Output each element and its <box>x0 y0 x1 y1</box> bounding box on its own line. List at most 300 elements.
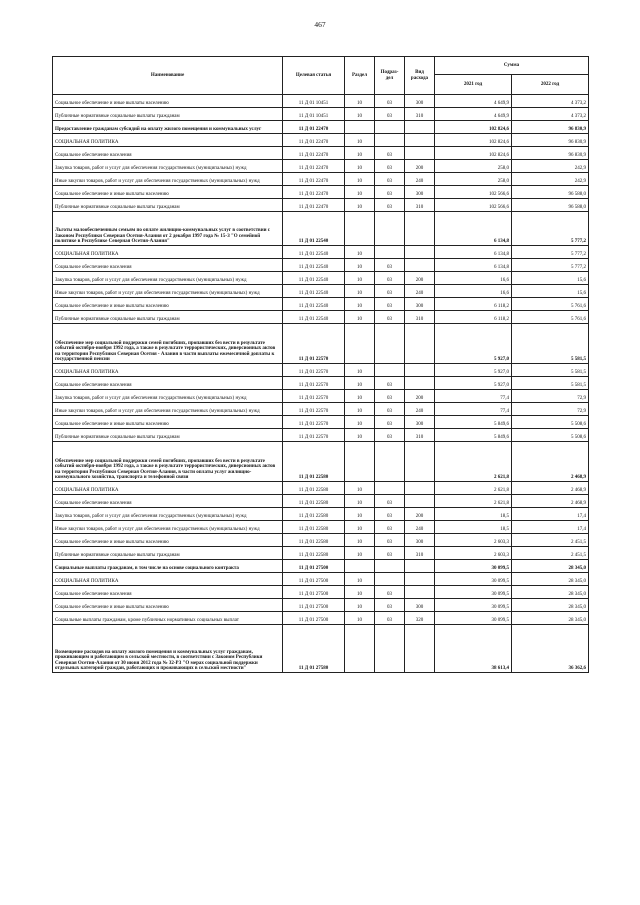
cell-2022: 96 588,0 <box>512 199 589 212</box>
table-row <box>53 134 589 147</box>
cell-name: Предоставление гражданам субсидий на оплату жилого помещения и коммунальных услуг <box>53 121 283 134</box>
cell-kind <box>405 147 435 160</box>
cell-name: Обеспечение мер социальной поддержки семей погибших, пропавших без вести в результате событий октября-ноября 1992 года, а также в результате террористических, диверсионных актов на территории Республики Северная Осетия-Алания, в части оплаты услуг жилищно-коммунального хозяйства, транспорта и телефонной связи <box>53 442 283 482</box>
cell-name: Социальное обеспечение и иные выплаты населению <box>53 298 283 311</box>
cell-2021: 5 927,0 <box>435 377 512 390</box>
cell-2021: 38 613,4 <box>435 625 512 673</box>
cell-subsection: 03 <box>375 173 405 186</box>
cell-section <box>345 442 375 482</box>
cell-2021: 6 118,2 <box>435 298 512 311</box>
cell-code: 11 Д 01 22540 <box>283 212 345 246</box>
table-row <box>53 364 589 377</box>
table-row <box>53 285 589 298</box>
cell-2021: 77,4 <box>435 403 512 416</box>
cell-section: 10 <box>345 298 375 311</box>
cell-code: 11 Д 01 27500 <box>283 586 345 599</box>
cell-code: 11 Д 01 27500 <box>283 560 345 573</box>
cell-kind <box>405 377 435 390</box>
cell-2021: 30 099,5 <box>435 599 512 612</box>
cell-subsection: 03 <box>375 95 405 108</box>
cell-kind: 240 <box>405 285 435 298</box>
cell-2021: 6 134,8 <box>435 212 512 246</box>
table-body <box>53 95 589 673</box>
cell-2021: 4 649,9 <box>435 108 512 121</box>
cell-kind <box>405 573 435 586</box>
cell-kind: 310 <box>405 108 435 121</box>
table-row <box>53 612 589 625</box>
cell-2022: 28 345,0 <box>512 599 589 612</box>
cell-kind: 300 <box>405 186 435 199</box>
cell-kind: 310 <box>405 547 435 560</box>
cell-2021: 16,6 <box>435 272 512 285</box>
cell-name: Публичные нормативные социальные выплаты гражданам <box>53 429 283 442</box>
cell-2022: 36 362,6 <box>512 625 589 673</box>
cell-code: 11 Д 01 22470 <box>283 160 345 173</box>
cell-name: Иные закупки товаров, работ и услуг для обеспечения государственных (муниципальных) нужд <box>53 521 283 534</box>
cell-kind <box>405 495 435 508</box>
cell-name: Закупка товаров, работ и услуг для обеспечения государственных (муниципальных) нужд <box>53 272 283 285</box>
cell-name: Закупка товаров, работ и услуг для обеспечения государственных (муниципальных) нужд <box>53 160 283 173</box>
cell-2021: 30 099,5 <box>435 586 512 599</box>
cell-2021: 102 824,6 <box>435 147 512 160</box>
cell-name: Льготы малообеспеченным семьям по оплате жилищно-коммунальных услуг в соответствии с Законом Республики Северная Осетия-Алания от 2 декабря 1997 года № 15-З "О семейной политике в Республике Северная Осетия-Алания" <box>53 212 283 246</box>
cell-2022: 5 777,2 <box>512 246 589 259</box>
cell-section: 10 <box>345 285 375 298</box>
cell-2022: 2 468,9 <box>512 442 589 482</box>
cell-2021: 4 649,9 <box>435 95 512 108</box>
table-row <box>53 199 589 212</box>
page-number: 467 <box>314 20 326 29</box>
cell-section <box>345 121 375 134</box>
cell-section: 10 <box>345 403 375 416</box>
cell-subsection <box>375 212 405 246</box>
cell-kind <box>405 212 435 246</box>
cell-2021: 2 603,3 <box>435 534 512 547</box>
cell-name: Социальное обеспечение и иные выплаты населению <box>53 416 283 429</box>
cell-kind: 200 <box>405 160 435 173</box>
cell-name: Публичные нормативные социальные выплаты гражданам <box>53 199 283 212</box>
cell-2021: 5 849,6 <box>435 416 512 429</box>
budget-table <box>52 56 589 673</box>
cell-subsection: 03 <box>375 547 405 560</box>
cell-section: 10 <box>345 573 375 586</box>
cell-2022: 2 468,9 <box>512 495 589 508</box>
cell-2022: 5 508,6 <box>512 429 589 442</box>
cell-kind: 300 <box>405 298 435 311</box>
table-row <box>53 403 589 416</box>
cell-2021: 2 603,3 <box>435 547 512 560</box>
cell-code: 11 Д 01 22580 <box>283 495 345 508</box>
cell-subsection: 03 <box>375 416 405 429</box>
header-2022: 2022 год <box>512 75 589 95</box>
cell-2022: 2 468,9 <box>512 482 589 495</box>
cell-section: 10 <box>345 108 375 121</box>
cell-kind: 200 <box>405 508 435 521</box>
cell-kind: 200 <box>405 390 435 403</box>
cell-section: 10 <box>345 311 375 324</box>
table-row <box>53 246 589 259</box>
cell-section: 10 <box>345 586 375 599</box>
cell-2022: 242,9 <box>512 160 589 173</box>
cell-kind: 300 <box>405 95 435 108</box>
cell-name: Социальное обеспечение населения <box>53 495 283 508</box>
cell-code: 11 Д 01 22470 <box>283 186 345 199</box>
cell-section: 10 <box>345 173 375 186</box>
cell-section: 10 <box>345 416 375 429</box>
cell-kind: 310 <box>405 199 435 212</box>
header-name: Наименование <box>53 57 283 95</box>
cell-code: 11 Д 01 10451 <box>283 108 345 121</box>
cell-kind: 310 <box>405 429 435 442</box>
cell-kind <box>405 121 435 134</box>
cell-name: Социальное обеспечение населения <box>53 377 283 390</box>
cell-code: 11 Д 01 27500 <box>283 573 345 586</box>
header-section: Раздел <box>345 57 375 95</box>
cell-2022: 5 777,2 <box>512 259 589 272</box>
cell-2022: 15,6 <box>512 272 589 285</box>
cell-kind: 310 <box>405 311 435 324</box>
cell-2021: 18,5 <box>435 521 512 534</box>
cell-subsection: 03 <box>375 390 405 403</box>
cell-section: 10 <box>345 160 375 173</box>
table-row <box>53 173 589 186</box>
cell-2021: 77,4 <box>435 390 512 403</box>
cell-name: Публичные нормативные социальные выплаты гражданам <box>53 547 283 560</box>
cell-2021: 16,6 <box>435 285 512 298</box>
cell-2021: 5 927,0 <box>435 324 512 364</box>
cell-section: 10 <box>345 186 375 199</box>
cell-code: 11 Д 01 22470 <box>283 199 345 212</box>
table-row <box>53 121 589 134</box>
cell-code: 11 Д 01 22470 <box>283 121 345 134</box>
cell-name: Возмещение расходов на оплату жилого помещения и коммунальных услуг гражданам, проживающим и работающим в сельской местности, в соответствии с Законом Республики Северная Осетия-Алания от 30 июня 2012 года № 32-РЗ "О мерах социальной поддержки отдельных категорий граждан, работающих и проживающих в сельской местности" <box>53 625 283 673</box>
table-row <box>53 625 589 673</box>
cell-code: 11 Д 01 22570 <box>283 390 345 403</box>
cell-kind: 240 <box>405 403 435 416</box>
cell-code: 11 Д 01 22580 <box>283 534 345 547</box>
cell-kind: 300 <box>405 534 435 547</box>
cell-2022: 28 345,0 <box>512 573 589 586</box>
cell-section: 10 <box>345 599 375 612</box>
cell-subsection: 03 <box>375 160 405 173</box>
cell-kind: 200 <box>405 272 435 285</box>
cell-2022: 4 373,2 <box>512 95 589 108</box>
table-row <box>53 429 589 442</box>
cell-subsection: 03 <box>375 285 405 298</box>
table-row <box>53 495 589 508</box>
cell-code: 11 Д 01 27580 <box>283 625 345 673</box>
cell-name: Социальное обеспечение населения <box>53 586 283 599</box>
cell-subsection <box>375 442 405 482</box>
cell-subsection: 03 <box>375 495 405 508</box>
cell-section: 10 <box>345 521 375 534</box>
cell-2022: 96 830,9 <box>512 134 589 147</box>
cell-subsection <box>375 482 405 495</box>
cell-name: СОЦИАЛЬНАЯ ПОЛИТИКА <box>53 482 283 495</box>
table-row <box>53 508 589 521</box>
table-row <box>53 108 589 121</box>
cell-code: 11 Д 01 22570 <box>283 364 345 377</box>
table-row <box>53 416 589 429</box>
cell-2022: 28 345,0 <box>512 586 589 599</box>
cell-section: 10 <box>345 364 375 377</box>
table-row <box>53 259 589 272</box>
cell-subsection: 03 <box>375 377 405 390</box>
header-kind: Вид расхода <box>405 57 435 95</box>
cell-2022: 28 345,0 <box>512 612 589 625</box>
cell-subsection: 03 <box>375 612 405 625</box>
cell-code: 11 Д 01 22470 <box>283 134 345 147</box>
cell-2021: 102 824,6 <box>435 134 512 147</box>
cell-2022: 2 451,5 <box>512 547 589 560</box>
cell-code: 11 Д 01 22540 <box>283 259 345 272</box>
cell-section <box>345 324 375 364</box>
cell-section <box>345 625 375 673</box>
cell-subsection: 03 <box>375 199 405 212</box>
cell-section: 10 <box>345 508 375 521</box>
cell-subsection <box>375 246 405 259</box>
cell-subsection <box>375 560 405 573</box>
cell-section: 10 <box>345 547 375 560</box>
cell-code: 11 Д 01 22540 <box>283 311 345 324</box>
cell-2021: 30 099,5 <box>435 560 512 573</box>
cell-2021: 6 134,8 <box>435 246 512 259</box>
cell-code: 11 Д 01 22470 <box>283 173 345 186</box>
cell-name: Социальное обеспечение и иные выплаты населению <box>53 186 283 199</box>
cell-2022: 72,9 <box>512 403 589 416</box>
cell-2021: 102 566,6 <box>435 199 512 212</box>
cell-2021: 2 621,8 <box>435 482 512 495</box>
cell-2022: 17,4 <box>512 508 589 521</box>
cell-subsection <box>375 121 405 134</box>
cell-kind: 300 <box>405 416 435 429</box>
cell-section <box>345 560 375 573</box>
cell-name: Социальное обеспечение населения <box>53 147 283 160</box>
cell-2022: 96 588,0 <box>512 186 589 199</box>
cell-2022: 5 761,6 <box>512 311 589 324</box>
header-2021: 2021 год <box>435 75 512 95</box>
cell-2021: 18,5 <box>435 508 512 521</box>
cell-code: 11 Д 01 22570 <box>283 324 345 364</box>
table-row <box>53 298 589 311</box>
cell-code: 11 Д 01 22580 <box>283 547 345 560</box>
table-row <box>53 442 589 482</box>
cell-2022: 5 581,5 <box>512 364 589 377</box>
cell-2021: 2 621,8 <box>435 442 512 482</box>
table-row <box>53 95 589 108</box>
cell-subsection: 03 <box>375 599 405 612</box>
cell-kind <box>405 259 435 272</box>
table-row <box>53 160 589 173</box>
cell-name: Социальные выплаты гражданам, кроме публичных нормативных социальных выплат <box>53 612 283 625</box>
table-row <box>53 311 589 324</box>
cell-code: 11 Д 01 22580 <box>283 442 345 482</box>
cell-section <box>345 212 375 246</box>
cell-2022: 5 508,6 <box>512 416 589 429</box>
cell-code: 11 Д 01 22540 <box>283 285 345 298</box>
table-row <box>53 212 589 246</box>
cell-subsection: 03 <box>375 521 405 534</box>
cell-name: Обеспечение мер социальной поддержки семей погибших, пропавших без вести в результате событий октября-ноября 1992 года, а также в результате террористических, диверсионных актов на территории Республики Северная Осетия - Алания в части выплаты ежемесячной доплаты к государственной пенсии <box>53 324 283 364</box>
cell-2021: 6 134,8 <box>435 259 512 272</box>
cell-subsection: 03 <box>375 534 405 547</box>
cell-2022: 96 830,9 <box>512 121 589 134</box>
cell-code: 11 Д 01 22570 <box>283 416 345 429</box>
cell-section: 10 <box>345 495 375 508</box>
cell-kind <box>405 560 435 573</box>
table-row <box>53 186 589 199</box>
cell-subsection <box>375 625 405 673</box>
cell-name: Социальное обеспечение и иные выплаты населению <box>53 95 283 108</box>
cell-section: 10 <box>345 147 375 160</box>
cell-code: 11 Д 01 22580 <box>283 508 345 521</box>
cell-code: 11 Д 01 22580 <box>283 521 345 534</box>
cell-name: Иные закупки товаров, работ и услуг для обеспечения государственных (муниципальных) нужд <box>53 173 283 186</box>
cell-name: Публичные нормативные социальные выплаты гражданам <box>53 311 283 324</box>
cell-section: 10 <box>345 429 375 442</box>
cell-kind <box>405 586 435 599</box>
cell-name: Иные закупки товаров, работ и услуг для обеспечения государственных (муниципальных) нужд <box>53 285 283 298</box>
cell-kind: 240 <box>405 521 435 534</box>
cell-section: 10 <box>345 259 375 272</box>
cell-subsection: 03 <box>375 508 405 521</box>
cell-name: Иные закупки товаров, работ и услуг для обеспечения государственных (муниципальных) нужд <box>53 403 283 416</box>
cell-name: СОЦИАЛЬНАЯ ПОЛИТИКА <box>53 573 283 586</box>
cell-subsection: 03 <box>375 147 405 160</box>
cell-kind: 320 <box>405 612 435 625</box>
cell-name: СОЦИАЛЬНАЯ ПОЛИТИКА <box>53 134 283 147</box>
cell-name: СОЦИАЛЬНАЯ ПОЛИТИКА <box>53 364 283 377</box>
cell-subsection: 03 <box>375 298 405 311</box>
cell-kind <box>405 625 435 673</box>
cell-section: 10 <box>345 246 375 259</box>
cell-section: 10 <box>345 534 375 547</box>
cell-2021: 6 118,2 <box>435 311 512 324</box>
table-row <box>53 390 589 403</box>
cell-code: 11 Д 01 22540 <box>283 246 345 259</box>
header-sum: Сумма <box>435 57 589 75</box>
table-row <box>53 534 589 547</box>
cell-code: 11 Д 01 10451 <box>283 95 345 108</box>
cell-section: 10 <box>345 134 375 147</box>
cell-subsection <box>375 134 405 147</box>
table-row <box>53 573 589 586</box>
cell-2022: 96 830,9 <box>512 147 589 160</box>
cell-2021: 30 099,5 <box>435 612 512 625</box>
cell-section: 10 <box>345 272 375 285</box>
cell-code: 11 Д 01 22540 <box>283 298 345 311</box>
cell-code: 11 Д 01 22570 <box>283 377 345 390</box>
table-row <box>53 521 589 534</box>
cell-kind <box>405 324 435 364</box>
cell-subsection <box>375 364 405 377</box>
cell-2021: 258,0 <box>435 173 512 186</box>
cell-section: 10 <box>345 482 375 495</box>
cell-name: Закупка товаров, работ и услуг для обеспечения государственных (муниципальных) нужд <box>53 508 283 521</box>
cell-name: Социальное обеспечение населения <box>53 259 283 272</box>
cell-section: 10 <box>345 95 375 108</box>
cell-code: 11 Д 01 22570 <box>283 403 345 416</box>
table-row <box>53 482 589 495</box>
cell-kind <box>405 246 435 259</box>
cell-kind <box>405 482 435 495</box>
cell-2022: 5 581,5 <box>512 377 589 390</box>
cell-2022: 242,9 <box>512 173 589 186</box>
cell-2021: 30 099,5 <box>435 573 512 586</box>
cell-2022: 15,6 <box>512 285 589 298</box>
cell-subsection <box>375 324 405 364</box>
cell-subsection: 03 <box>375 311 405 324</box>
cell-subsection: 03 <box>375 403 405 416</box>
table-row <box>53 560 589 573</box>
cell-section: 10 <box>345 199 375 212</box>
cell-kind: 240 <box>405 173 435 186</box>
cell-2022: 2 451,5 <box>512 534 589 547</box>
cell-subsection: 03 <box>375 429 405 442</box>
header-code: Целевая статья <box>283 57 345 95</box>
table-row <box>53 599 589 612</box>
cell-code: 11 Д 01 22540 <box>283 272 345 285</box>
table-row <box>53 547 589 560</box>
cell-name: СОЦИАЛЬНАЯ ПОЛИТИКА <box>53 246 283 259</box>
cell-2021: 2 621,8 <box>435 495 512 508</box>
header-subsection: Подраз-дел <box>375 57 405 95</box>
table-row <box>53 586 589 599</box>
table-row <box>53 377 589 390</box>
cell-subsection: 03 <box>375 586 405 599</box>
cell-subsection <box>375 573 405 586</box>
cell-kind: 300 <box>405 599 435 612</box>
cell-2021: 5 849,6 <box>435 429 512 442</box>
cell-2022: 5 581,5 <box>512 324 589 364</box>
table-row <box>53 147 589 160</box>
cell-name: Публичные нормативные социальные выплаты гражданам <box>53 108 283 121</box>
cell-2022: 72,9 <box>512 390 589 403</box>
cell-name: Социальное обеспечение и иные выплаты населению <box>53 599 283 612</box>
cell-2022: 4 373,2 <box>512 108 589 121</box>
cell-subsection: 03 <box>375 259 405 272</box>
cell-section: 10 <box>345 390 375 403</box>
cell-2021: 5 927,0 <box>435 364 512 377</box>
cell-name: Закупка товаров, работ и услуг для обеспечения государственных (муниципальных) нужд <box>53 390 283 403</box>
cell-code: 11 Д 01 27500 <box>283 599 345 612</box>
cell-name: Социальное обеспечение и иные выплаты населению <box>53 534 283 547</box>
cell-name: Социальные выплаты гражданам, в том числе на основе социального контракта <box>53 560 283 573</box>
cell-2022: 17,4 <box>512 521 589 534</box>
cell-code: 11 Д 01 22470 <box>283 147 345 160</box>
cell-subsection: 03 <box>375 272 405 285</box>
cell-2022: 28 345,0 <box>512 560 589 573</box>
cell-code: 11 Д 01 22570 <box>283 429 345 442</box>
cell-subsection: 03 <box>375 186 405 199</box>
cell-2021: 258,0 <box>435 160 512 173</box>
cell-2022: 5 761,6 <box>512 298 589 311</box>
cell-section: 10 <box>345 612 375 625</box>
cell-code: 11 Д 01 22580 <box>283 482 345 495</box>
cell-2022: 5 777,2 <box>512 212 589 246</box>
cell-kind <box>405 442 435 482</box>
cell-section: 10 <box>345 377 375 390</box>
table-header <box>53 57 589 95</box>
table-row <box>53 324 589 364</box>
table-row <box>53 272 589 285</box>
cell-kind <box>405 134 435 147</box>
cell-2021: 102 566,6 <box>435 186 512 199</box>
cell-subsection: 03 <box>375 108 405 121</box>
cell-kind <box>405 364 435 377</box>
cell-code: 11 Д 01 27500 <box>283 612 345 625</box>
cell-2021: 102 824,6 <box>435 121 512 134</box>
